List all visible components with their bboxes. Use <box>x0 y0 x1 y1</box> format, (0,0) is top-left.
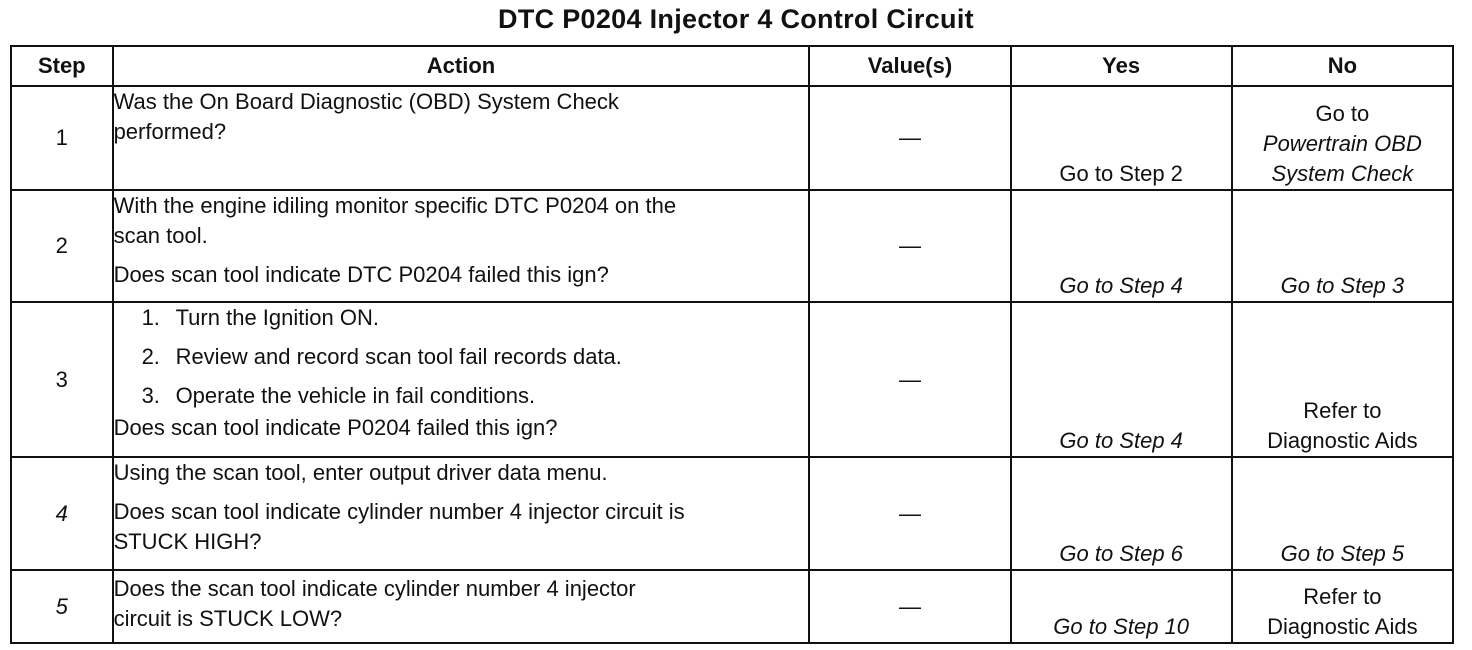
value-cell: — <box>809 190 1010 302</box>
action-question: STUCK HIGH? <box>113 529 262 554</box>
no-text: Diagnostic Aids <box>1267 614 1418 639</box>
no-text: Go to <box>1315 101 1370 126</box>
action-cell <box>113 190 810 302</box>
value-cell: — <box>809 86 1010 190</box>
no-link[interactable]: System Check <box>1271 161 1414 186</box>
action-text: scan tool. <box>113 223 208 248</box>
no-link[interactable]: Go to Step 3 <box>1232 190 1453 302</box>
step-number: 4 <box>11 457 113 570</box>
step-number: 3 <box>11 302 113 457</box>
step-number: 1 <box>11 86 113 190</box>
diagnostic-table <box>10 45 1454 644</box>
list-item: 3. Operate the vehicle in fail conditions. <box>141 383 536 408</box>
value-cell: — <box>809 457 1010 570</box>
yes-link[interactable]: Go to Step 4 <box>1011 302 1232 457</box>
yes-link[interactable]: Go to Step 6 <box>1011 457 1232 570</box>
action-question: Does scan tool indicate P0204 failed this ign? <box>113 415 558 440</box>
action-text: circuit is STUCK LOW? <box>113 606 343 631</box>
step-number: 2 <box>11 190 113 302</box>
action-text: Does the scan tool indicate cylinder number 4 injector <box>113 576 636 601</box>
no-link[interactable]: Powertrain OBD <box>1262 131 1422 156</box>
list-item: 2. Review and record scan tool fail records data. <box>141 344 622 369</box>
yes-cell: Go to Step 2 <box>1011 86 1232 190</box>
value-cell: — <box>809 570 1010 643</box>
action-cell <box>113 570 810 643</box>
header-action: Action <box>113 46 810 86</box>
list-item: 1. Turn the Ignition ON. <box>141 305 379 330</box>
yes-link[interactable]: Go to Step 10 <box>1011 570 1232 643</box>
no-text: Diagnostic Aids <box>1267 428 1418 453</box>
header-step: Step <box>11 46 113 86</box>
action-question: Does scan tool indicate DTC P0204 failed this ign? <box>113 262 609 287</box>
no-text: Refer to <box>1303 584 1382 609</box>
action-cell <box>113 86 810 190</box>
header-no: No <box>1232 46 1453 86</box>
action-question: Does scan tool indicate cylinder number 4 injector circuit is <box>113 499 685 524</box>
action-text: With the engine idiling monitor specific DTC P0204 on the <box>113 193 677 218</box>
table-row <box>11 570 1453 643</box>
value-cell: — <box>809 302 1010 457</box>
no-cell <box>1232 302 1453 457</box>
table-header-row <box>11 46 1453 86</box>
header-yes: Yes <box>1011 46 1232 86</box>
action-cell <box>113 457 810 570</box>
procedure-list <box>114 303 809 411</box>
no-link[interactable]: Go to Step 5 <box>1232 457 1453 570</box>
page-title: DTC P0204 Injector 4 Control Circuit <box>498 4 974 34</box>
action-text: Was the On Board Diagnostic (OBD) System Check <box>113 89 619 114</box>
header-values: Value(s) <box>809 46 1010 86</box>
table-row <box>11 302 1453 457</box>
action-cell <box>113 302 810 457</box>
table-row <box>11 86 1453 190</box>
yes-link[interactable]: Go to Step 4 <box>1011 190 1232 302</box>
action-text: Using the scan tool, enter output driver data menu. <box>113 460 608 485</box>
no-cell <box>1232 86 1453 190</box>
action-text: performed? <box>113 119 227 144</box>
table-row <box>11 457 1453 570</box>
step-number: 5 <box>11 570 113 643</box>
no-cell <box>1232 570 1453 643</box>
table-row <box>11 190 1453 302</box>
no-text: Refer to <box>1303 398 1382 423</box>
